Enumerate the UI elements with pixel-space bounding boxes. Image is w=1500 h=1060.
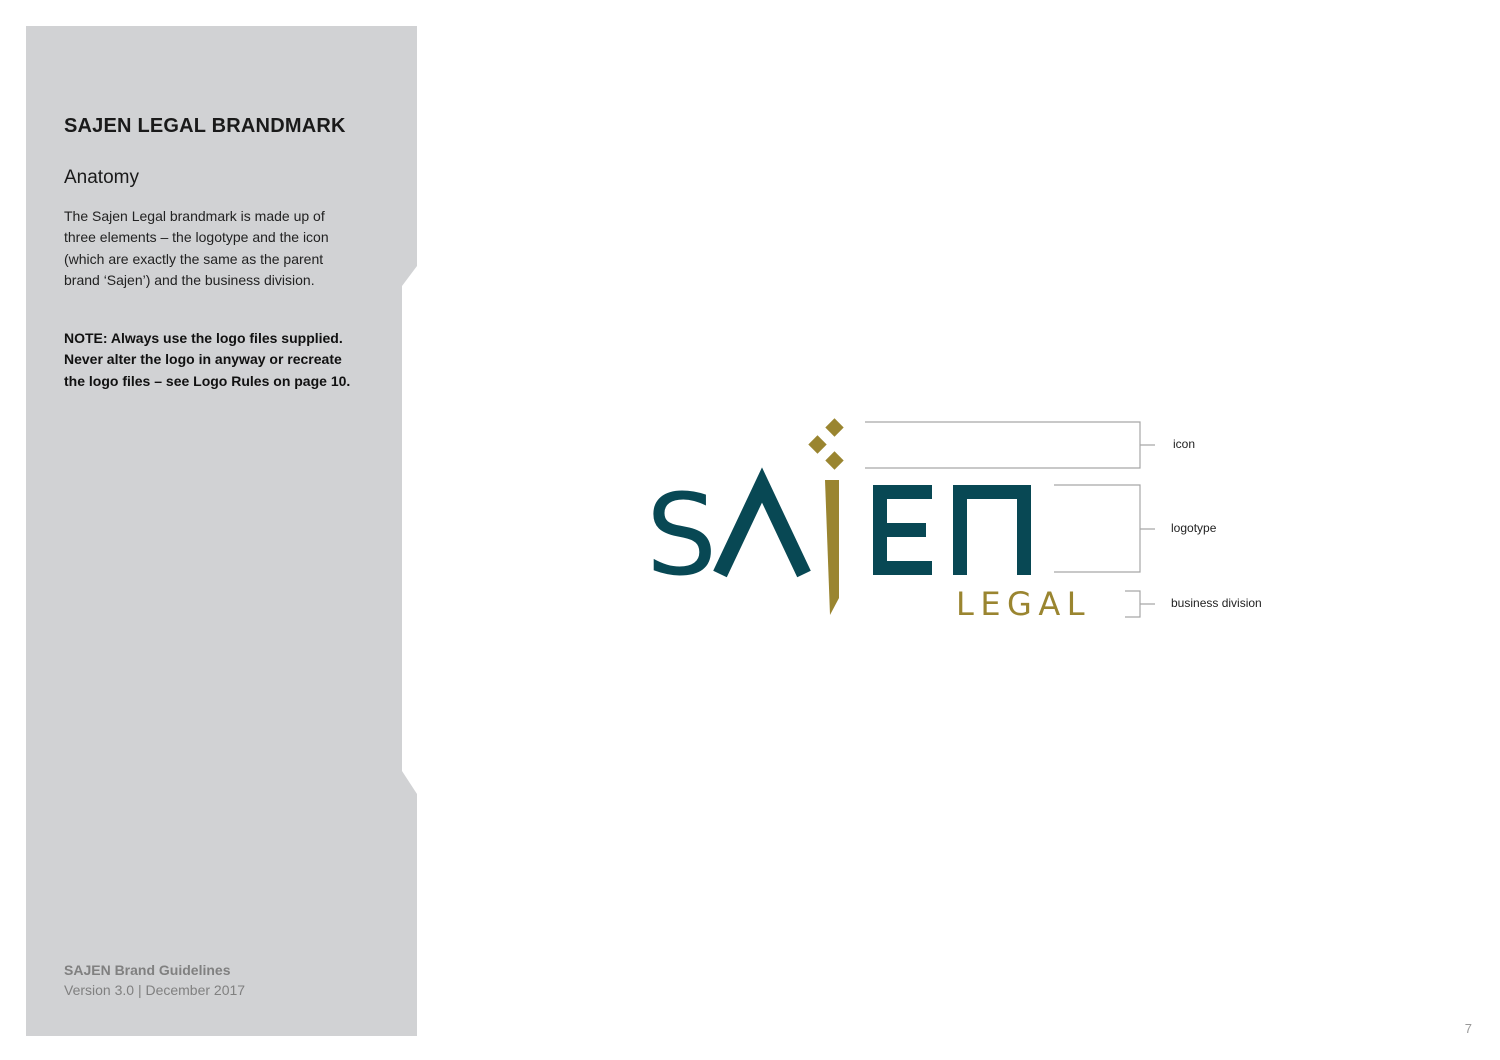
logotype-letter-n (960, 492, 1024, 575)
logotype-bracket (1054, 485, 1155, 572)
icon-diamond-top (825, 418, 843, 436)
note-text: NOTE: Always use the logo files supplied. Never alter the logo in anyway or recreate the logo files – see Logo Rules on page 10. (64, 330, 351, 389)
division-word: LEGAL (956, 585, 1092, 623)
annotation-logotype-label: logotype (1171, 521, 1217, 535)
logotype-letter-e (880, 492, 932, 568)
section-subtitle: Anatomy (64, 167, 139, 188)
page-number: 7 (1464, 1021, 1472, 1036)
logotype-letter-j (825, 480, 839, 615)
icon-diamond-left (808, 435, 826, 453)
page-title: SAJEN LEGAL BRANDMARK (64, 115, 346, 137)
footer-version: Version 3.0 | December 2017 (64, 982, 246, 998)
icon-bracket (865, 422, 1155, 468)
logotype-letter-a (720, 485, 804, 574)
logo-icon (808, 418, 843, 469)
logotype-letter-s: S (646, 471, 718, 601)
description-text: The Sajen Legal brandmark is made up of three elements – the logotype and the icon (which are exactly the same as the parent brand ‘Sajen’) and the business division. (64, 208, 329, 289)
sidebar-panel (26, 26, 417, 1036)
icon-diamond-bottom (825, 451, 843, 469)
division-bracket (1125, 591, 1155, 617)
footer-title: SAJEN Brand Guidelines (64, 962, 231, 978)
logo-anatomy-diagram (640, 410, 1300, 630)
annotation-icon-label: icon (1173, 437, 1196, 451)
annotation-division-label: business division (1171, 596, 1262, 610)
